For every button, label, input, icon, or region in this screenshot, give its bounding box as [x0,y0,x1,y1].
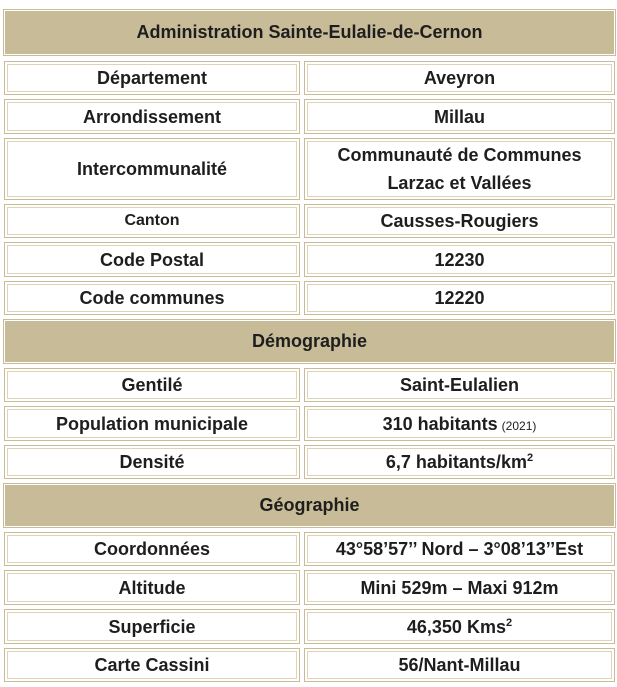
value-text: 46,350 Kms [406,616,506,637]
value-intercommunalite [304,138,615,200]
label-code-communes [4,281,300,315]
value-text-line1: Communauté de Communes [337,145,582,165]
value-departement [304,61,615,95]
value-text: 56/Nant-Millau [398,655,521,675]
label-arrondissement [4,99,300,134]
label-population [4,406,300,441]
label-text: Densité [119,452,185,472]
label-superficie [4,609,300,644]
section-header-demographie [4,320,615,363]
label-text: Arrondissement [82,106,222,127]
population-year: (2021) [501,418,537,433]
superscript: 2 [526,452,534,464]
label-text: Carte Cassini [94,655,210,675]
value-superficie [304,609,615,644]
section-title: Démographie [251,331,368,351]
section-header-geographie [4,484,615,527]
value-text: 12230 [434,249,485,270]
label-altitude [4,570,300,605]
value-text: Aveyron [423,68,496,88]
label-text: Altitude [118,577,186,598]
section-title: Géographie [259,495,360,515]
label-text: Département [96,68,208,88]
label-text: Population municipale [55,413,248,434]
value-text: 12220 [434,288,485,308]
section-header-administration [4,10,615,55]
label-densite [4,445,300,479]
superscript: 2 [505,616,513,629]
label-code-postal [4,242,300,277]
value-text: 310 habitants [382,413,498,434]
value-altitude [304,570,615,605]
value-text: Millau [433,106,485,127]
value-text: 6,7 habitants/km [385,452,527,472]
label-text: Coordonnées [93,539,210,559]
value-population [304,406,615,441]
section-title: Administration Sainte-Eulalie-de-Cernon [136,22,483,42]
label-text: Intercommunalité [76,159,228,179]
label-canton [4,204,300,238]
value-densite [304,445,615,479]
value-code-postal [304,242,615,277]
label-departement [4,61,300,95]
value-carte-cassini [304,648,615,682]
value-canton [304,204,615,238]
value-text-line2: Larzac et Vallées [387,173,532,193]
label-intercommunalite [4,138,300,200]
label-carte-cassini [4,648,300,682]
label-text: Canton [124,212,180,229]
value-text: 43°58’57’’ Nord – 3°08’13’’Est [335,539,584,559]
value-coordonnees [304,532,615,566]
value-arrondissement [304,99,615,134]
value-text: Mini 529m – Maxi 912m [360,577,559,598]
label-text: Superficie [108,616,196,637]
label-text: Gentilé [121,375,183,395]
value-code-communes [304,281,615,315]
value-gentile [304,368,615,402]
label-text: Code Postal [99,249,205,270]
label-coordonnees [4,532,300,566]
value-text: Causses-Rougiers [380,211,539,231]
label-gentile [4,368,300,402]
value-text: Saint-Eulalien [399,375,520,395]
label-text: Code communes [79,288,225,308]
